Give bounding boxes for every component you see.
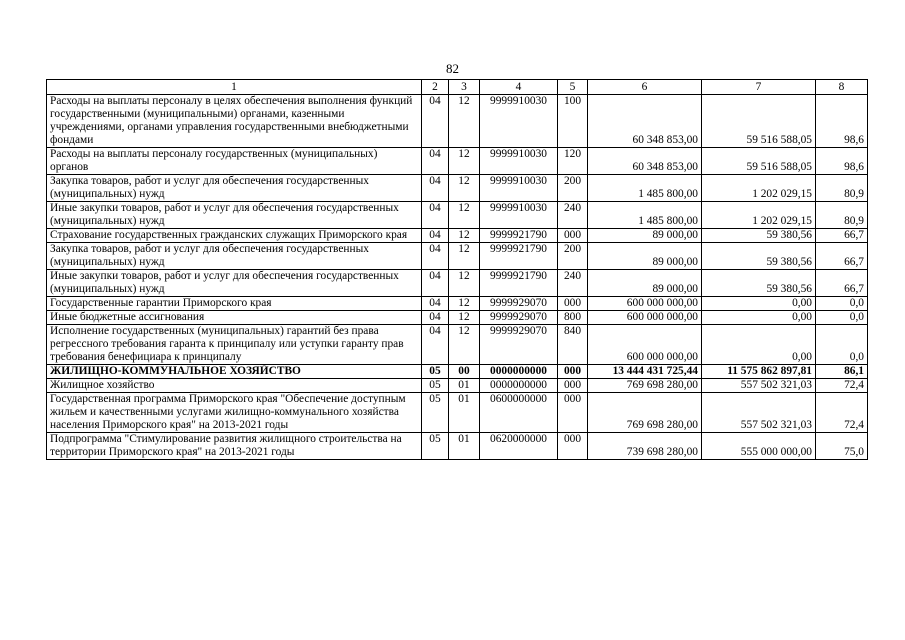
row-description: Подпрограмма "Стимулирование развития жилищного строительства на территории Приморского края" на 2013-2021 годы — [47, 433, 422, 460]
target-article-code: 0000000000 — [480, 379, 558, 393]
expense-type-code: 120 — [558, 148, 588, 175]
row-description: Страхование государственных гражданских служащих Приморского края — [47, 229, 422, 243]
executed-amount: 0,00 — [702, 325, 816, 365]
table-row — [47, 243, 868, 270]
execution-percent: 98,6 — [816, 148, 868, 175]
executed-amount: 59 380,56 — [702, 270, 816, 297]
subsection-code: 12 — [449, 243, 480, 270]
approved-amount: 600 000 000,00 — [588, 297, 702, 311]
approved-amount: 89 000,00 — [588, 229, 702, 243]
section-code: 04 — [422, 243, 449, 270]
subsection-code: 12 — [449, 202, 480, 229]
expense-type-code: 000 — [558, 433, 588, 460]
expense-type-code: 000 — [558, 365, 588, 379]
section-code: 05 — [422, 379, 449, 393]
subsection-code: 00 — [449, 365, 480, 379]
approved-amount: 13 444 431 725,44 — [588, 365, 702, 379]
executed-amount: 0,00 — [702, 297, 816, 311]
target-article-code: 9999929070 — [480, 325, 558, 365]
section-code: 04 — [422, 311, 449, 325]
approved-amount: 89 000,00 — [588, 243, 702, 270]
expense-type-code: 200 — [558, 175, 588, 202]
row-description: Исполнение государственных (муниципальных) гарантий без права регрессного требования гаранта к принципалу или уступки гаранту прав требования бенефициара к принципалу — [47, 325, 422, 365]
table-row — [47, 175, 868, 202]
executed-amount: 59 516 588,05 — [702, 95, 816, 148]
execution-percent: 72,4 — [816, 393, 868, 433]
subsection-code: 12 — [449, 148, 480, 175]
row-description: Иные бюджетные ассигнования — [47, 311, 422, 325]
column-header: 7 — [702, 80, 816, 95]
approved-amount: 739 698 280,00 — [588, 433, 702, 460]
table-row — [47, 95, 868, 148]
table-row — [47, 379, 868, 393]
executed-amount: 59 380,56 — [702, 243, 816, 270]
expense-type-code: 840 — [558, 325, 588, 365]
column-header: 4 — [480, 80, 558, 95]
section-code: 04 — [422, 175, 449, 202]
section-code: 04 — [422, 95, 449, 148]
subsection-code: 01 — [449, 433, 480, 460]
execution-percent: 0,0 — [816, 325, 868, 365]
row-description: Закупка товаров, работ и услуг для обеспечения государственных (муниципальных) нужд — [47, 175, 422, 202]
row-description: Жилищное хозяйство — [47, 379, 422, 393]
target-article-code: 9999910030 — [480, 175, 558, 202]
table-row — [47, 365, 868, 379]
subsection-code: 12 — [449, 175, 480, 202]
expense-type-code: 800 — [558, 311, 588, 325]
row-description: Закупка товаров, работ и услуг для обеспечения государственных (муниципальных) нужд — [47, 243, 422, 270]
table-row — [47, 311, 868, 325]
execution-percent: 80,9 — [816, 175, 868, 202]
executed-amount: 557 502 321,03 — [702, 379, 816, 393]
target-article-code: 9999929070 — [480, 311, 558, 325]
table-header-row — [47, 80, 868, 95]
section-code: 04 — [422, 325, 449, 365]
approved-amount: 1 485 800,00 — [588, 175, 702, 202]
row-description: Государственные гарантии Приморского края — [47, 297, 422, 311]
expense-type-code: 000 — [558, 229, 588, 243]
execution-percent: 0,0 — [816, 311, 868, 325]
approved-amount: 89 000,00 — [588, 270, 702, 297]
executed-amount: 59 380,56 — [702, 229, 816, 243]
execution-percent: 98,6 — [816, 95, 868, 148]
approved-amount: 769 698 280,00 — [588, 393, 702, 433]
table-row — [47, 325, 868, 365]
table-row — [47, 393, 868, 433]
approved-amount: 600 000 000,00 — [588, 325, 702, 365]
expense-type-code: 000 — [558, 297, 588, 311]
executed-amount: 0,00 — [702, 311, 816, 325]
table-row — [47, 270, 868, 297]
execution-percent: 80,9 — [816, 202, 868, 229]
target-article-code: 9999921790 — [480, 229, 558, 243]
section-code: 04 — [422, 202, 449, 229]
column-header: 2 — [422, 80, 449, 95]
approved-amount: 1 485 800,00 — [588, 202, 702, 229]
row-description: Иные закупки товаров, работ и услуг для обеспечения государственных (муниципальных) нужд — [47, 270, 422, 297]
expense-type-code: 240 — [558, 270, 588, 297]
subsection-code: 12 — [449, 95, 480, 148]
target-article-code: 9999921790 — [480, 270, 558, 297]
table-row — [47, 229, 868, 243]
expense-type-code: 100 — [558, 95, 588, 148]
target-article-code: 9999910030 — [480, 148, 558, 175]
execution-percent: 86,1 — [816, 365, 868, 379]
target-article-code: 9999921790 — [480, 243, 558, 270]
section-code: 05 — [422, 393, 449, 433]
column-header: 8 — [816, 80, 868, 95]
target-article-code: 9999910030 — [480, 202, 558, 229]
target-article-code: 0620000000 — [480, 433, 558, 460]
execution-percent: 75,0 — [816, 433, 868, 460]
executed-amount: 1 202 029,15 — [702, 175, 816, 202]
page-number: 82 — [446, 61, 459, 76]
subsection-code: 01 — [449, 393, 480, 433]
table-row — [47, 433, 868, 460]
executed-amount: 59 516 588,05 — [702, 148, 816, 175]
execution-percent: 0,0 — [816, 297, 868, 311]
target-article-code: 9999929070 — [480, 297, 558, 311]
execution-percent: 66,7 — [816, 243, 868, 270]
table-row — [47, 297, 868, 311]
section-code: 04 — [422, 270, 449, 297]
expense-type-code: 000 — [558, 393, 588, 433]
table-row — [47, 202, 868, 229]
section-code: 04 — [422, 297, 449, 311]
expense-type-code: 000 — [558, 379, 588, 393]
subsection-code: 01 — [449, 379, 480, 393]
column-header: 1 — [47, 80, 422, 95]
expense-type-code: 200 — [558, 243, 588, 270]
execution-percent: 66,7 — [816, 229, 868, 243]
subsection-code: 12 — [449, 325, 480, 365]
execution-percent: 66,7 — [816, 270, 868, 297]
row-description: Расходы на выплаты персоналу государственных (муниципальных) органов — [47, 148, 422, 175]
subsection-code: 12 — [449, 311, 480, 325]
expense-type-code: 240 — [558, 202, 588, 229]
row-description: Государственная программа Приморского края "Обеспечение доступным жильем и качественными услугами жилищно-коммунального хозяйства населения Приморского края" на 2013-2021 годы — [47, 393, 422, 433]
subsection-code: 12 — [449, 297, 480, 311]
column-header: 3 — [449, 80, 480, 95]
column-header: 6 — [588, 80, 702, 95]
row-description: Иные закупки товаров, работ и услуг для обеспечения государственных (муниципальных) нужд — [47, 202, 422, 229]
approved-amount: 769 698 280,00 — [588, 379, 702, 393]
subsection-code: 12 — [449, 229, 480, 243]
column-header: 5 — [558, 80, 588, 95]
approved-amount: 60 348 853,00 — [588, 148, 702, 175]
section-code: 04 — [422, 148, 449, 175]
budget-table — [46, 79, 868, 460]
subsection-code: 12 — [449, 270, 480, 297]
table-row — [47, 148, 868, 175]
target-article-code: 9999910030 — [480, 95, 558, 148]
executed-amount: 1 202 029,15 — [702, 202, 816, 229]
section-code: 05 — [422, 433, 449, 460]
row-description: ЖИЛИЩНО-КОММУНАЛЬНОЕ ХОЗЯЙСТВО — [47, 365, 422, 379]
executed-amount: 557 502 321,03 — [702, 393, 816, 433]
approved-amount: 600 000 000,00 — [588, 311, 702, 325]
section-code: 05 — [422, 365, 449, 379]
section-code: 04 — [422, 229, 449, 243]
executed-amount: 11 575 862 897,81 — [702, 365, 816, 379]
target-article-code: 0600000000 — [480, 393, 558, 433]
execution-percent: 72,4 — [816, 379, 868, 393]
target-article-code: 0000000000 — [480, 365, 558, 379]
executed-amount: 555 000 000,00 — [702, 433, 816, 460]
row-description: Расходы на выплаты персоналу в целях обеспечения выполнения функций государственными (муниципальными) органами, казенными учреждениями, органами управления государственными внебюджетными фондами — [47, 95, 422, 148]
approved-amount: 60 348 853,00 — [588, 95, 702, 148]
